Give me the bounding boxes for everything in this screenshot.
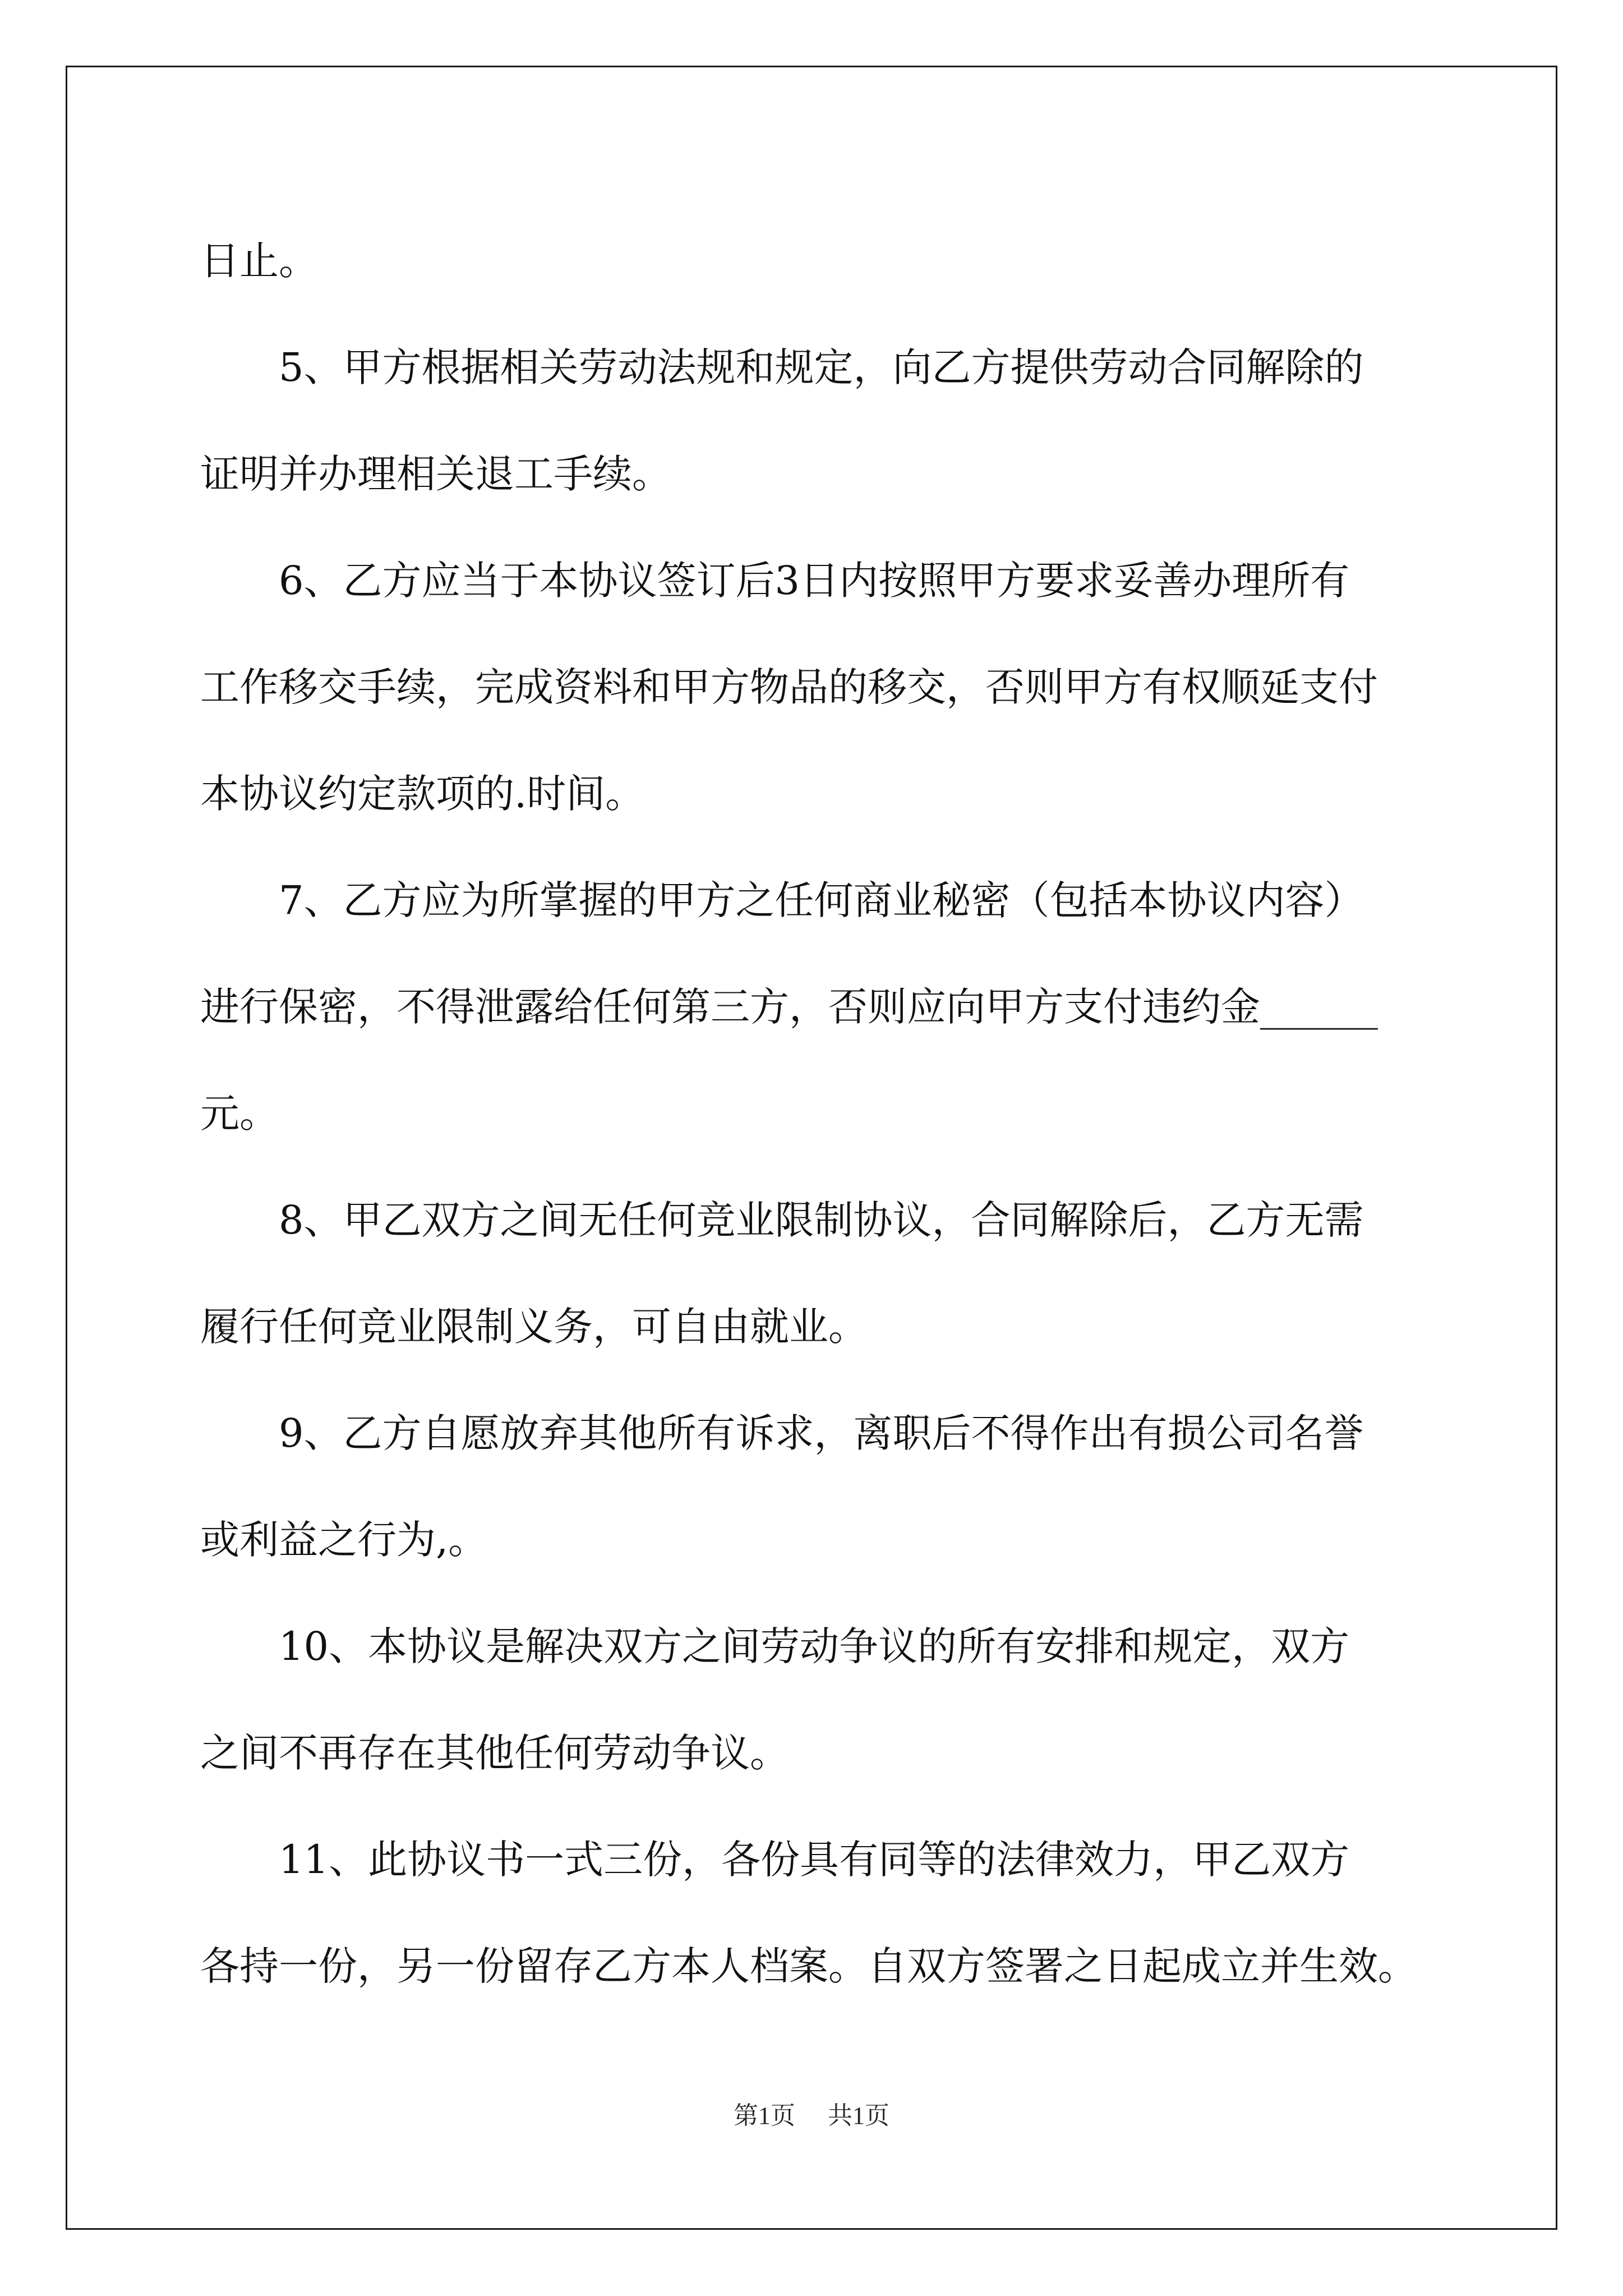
text-line-7: 7、乙方应为所掌握的甲方之任何商业秘密（包括本协议内容）	[200, 877, 1364, 923]
text-line-17: 各持一份，另一份留存乙方本人档案。自双方签署之日起成立并生效。	[200, 1943, 1417, 1989]
text-line-3: 证明并办理相关退工手续。	[200, 451, 671, 497]
text-line-5: 工作移交手续，完成资料和甲方物品的移交，否则甲方有权顺延支付	[200, 664, 1378, 710]
text-line-10: 8、甲乙双方之间无任何竞业限制协议，合同解除后，乙方无需	[200, 1197, 1364, 1243]
text-line-8: 进行保密，不得泄露给任何第三方，否则应向甲方支付违约金______	[200, 984, 1378, 1030]
text-line-4: 6、乙方应当于本协议签订后3日内按照甲方要求妥善办理所有	[200, 558, 1350, 604]
text-line-15: 之间不再存在其他任何劳动争议。	[200, 1730, 789, 1776]
page-footer	[0, 2095, 1623, 2131]
text-line-14: 10、本协议是解决双方之间劳动争议的所有安排和规定，双方	[200, 1623, 1350, 1669]
document-body	[200, 208, 1434, 2019]
text-line-1: 日止。	[200, 238, 318, 284]
text-line-13: 或利益之行为,。	[200, 1517, 488, 1563]
page-total: 共1页	[828, 2102, 889, 2129]
page-number: 第1页	[734, 2102, 795, 2129]
text-line-11: 履行任何竞业限制义务，可自由就业。	[200, 1304, 868, 1350]
text-line-2: 5、甲方根据相关劳动法规和规定，向乙方提供劳动合同解除的	[200, 344, 1364, 390]
text-line-9: 元。	[200, 1091, 279, 1137]
text-line-16: 11、此协议书一式三份，各份具有同等的法律效力，甲乙双方	[200, 1837, 1350, 1883]
text-line-12: 9、乙方自愿放弃其他所有诉求，离职后不得作出有损公司名誉	[200, 1410, 1364, 1456]
text-line-6: 本协议约定款项的.时间。	[200, 771, 645, 817]
